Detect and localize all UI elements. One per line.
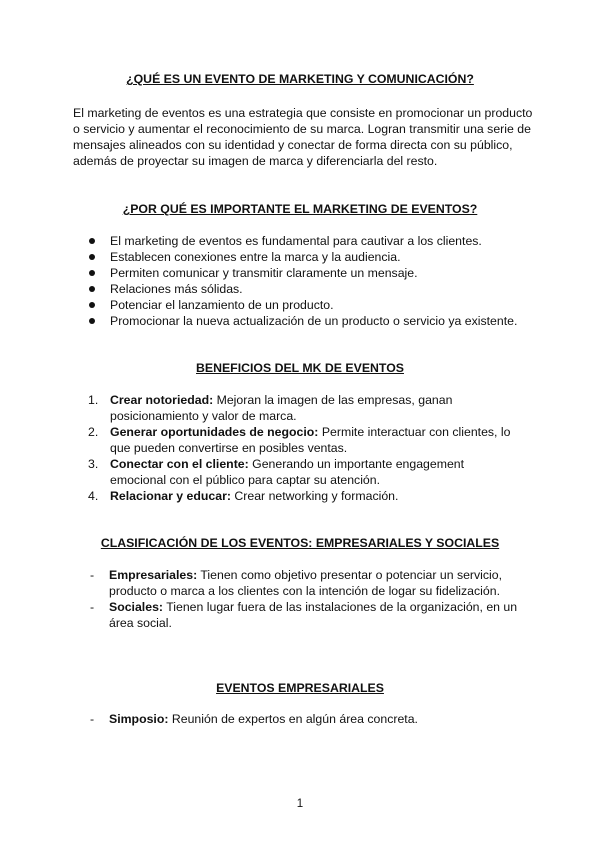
- list-item-text: Permiten comunicar y transmitir claramente un mensaje.: [110, 266, 418, 280]
- paragraph-line: El marketing de eventos es una estrategia que consiste en promocionar un producto: [73, 106, 533, 120]
- list-item-text: Potenciar el lanzamiento de un producto.: [110, 298, 334, 312]
- list-item: [0, 249, 517, 265]
- bullet-list-why: [0, 233, 517, 329]
- bullet-icon: [89, 318, 95, 324]
- section-heading-what: ¿QUÉ ES UN EVENTO DE MARKETING Y COMUNICACIÓN?: [126, 72, 474, 86]
- list-item: [0, 424, 520, 456]
- list-number: 4.: [88, 489, 99, 503]
- list-item-text: El marketing de eventos es fundamental para cautivar a los clientes.: [110, 234, 482, 248]
- list-item: [0, 488, 520, 504]
- list-item-text: Permite interactuar con clientes, lo que pueden convertirse en posibles ventas.: [110, 425, 511, 455]
- list-item: [0, 313, 517, 329]
- list-item-text: Promocionar la nueva actualización de un producto o servicio ya existente.: [110, 314, 518, 328]
- paragraph-line: además de proyectar su imagen de marca y diferenciarla del resto.: [73, 154, 438, 168]
- list-item: [0, 233, 517, 249]
- dash-marker: -: [90, 568, 95, 582]
- list-item-term: Crear notoriedad:: [110, 393, 214, 407]
- list-item-term: Relacionar y educar:: [110, 489, 231, 503]
- list-item-text: Tienen como objetivo presentar o potenciar un servicio, producto o marca a los clientes con la intención de logar su fidelización.: [109, 568, 503, 598]
- section-heading-business: EVENTOS EMPRESARIALES: [216, 681, 384, 695]
- list-item: [0, 456, 520, 488]
- list-item-term: Empresariales:: [109, 568, 198, 582]
- list-number: 2.: [88, 425, 99, 439]
- list-item-term: Simposio:: [109, 712, 169, 726]
- bullet-icon: [89, 238, 95, 244]
- dash-list-business: [0, 711, 529, 727]
- bullet-icon: [89, 254, 95, 260]
- dash-list-classification: [0, 567, 529, 631]
- dash-marker: -: [90, 600, 95, 614]
- list-item-text: Mejoran la imagen de las empresas, ganan posicionamiento y valor de marca.: [110, 393, 453, 423]
- section-heading-classification: CLASIFICACIÓN DE LOS EVENTOS: EMPRESARIALES Y SOCIALES: [100, 536, 500, 550]
- bullet-icon: [89, 302, 95, 308]
- list-item: [0, 599, 529, 631]
- list-item-term: Sociales:: [109, 600, 163, 614]
- list-item: [0, 265, 517, 281]
- list-item-text: Relaciones más sólidas.: [110, 282, 243, 296]
- list-item: [0, 711, 529, 727]
- list-item-text: Tienen lugar fuera de las instalaciones de la organización, en un área social.: [109, 600, 518, 630]
- bullet-icon: [89, 270, 95, 276]
- bullet-icon: [89, 286, 95, 292]
- page-number: 1: [296, 798, 304, 810]
- list-item-text: Establecen conexiones entre la marca y la audiencia.: [110, 250, 401, 264]
- list-item-term: Conectar con el cliente:: [110, 457, 249, 471]
- list-item: [0, 297, 517, 313]
- dash-marker: -: [90, 712, 95, 726]
- section-heading-benefits: BENEFICIOS DEL MK DE EVENTOS: [196, 361, 404, 375]
- list-item-text: Generando un importante engagement emocional con el público para captar su atención.: [110, 457, 465, 487]
- list-item: [0, 392, 520, 424]
- list-number: 3.: [88, 457, 99, 471]
- paragraph-line: mensajes alineados con su identidad y conectar de forma directa con su público,: [73, 138, 513, 152]
- list-item-term: Generar oportunidades de negocio:: [110, 425, 319, 439]
- list-item-text: Crear networking y formación.: [230, 489, 399, 503]
- list-number: 1.: [88, 393, 99, 407]
- list-item: [0, 281, 517, 297]
- numbered-list-benefits: [0, 392, 520, 504]
- list-item: [0, 567, 529, 599]
- paragraph-what: [73, 105, 543, 169]
- list-item-text: Reunión de expertos en algún área concreta.: [168, 712, 418, 726]
- section-heading-why: ¿POR QUÉ ES IMPORTANTE EL MARKETING DE EVENTOS?: [122, 202, 478, 216]
- paragraph-line: o servicio y aumentar el reconocimiento de su marca. Logran transmitir una serie de: [73, 122, 531, 136]
